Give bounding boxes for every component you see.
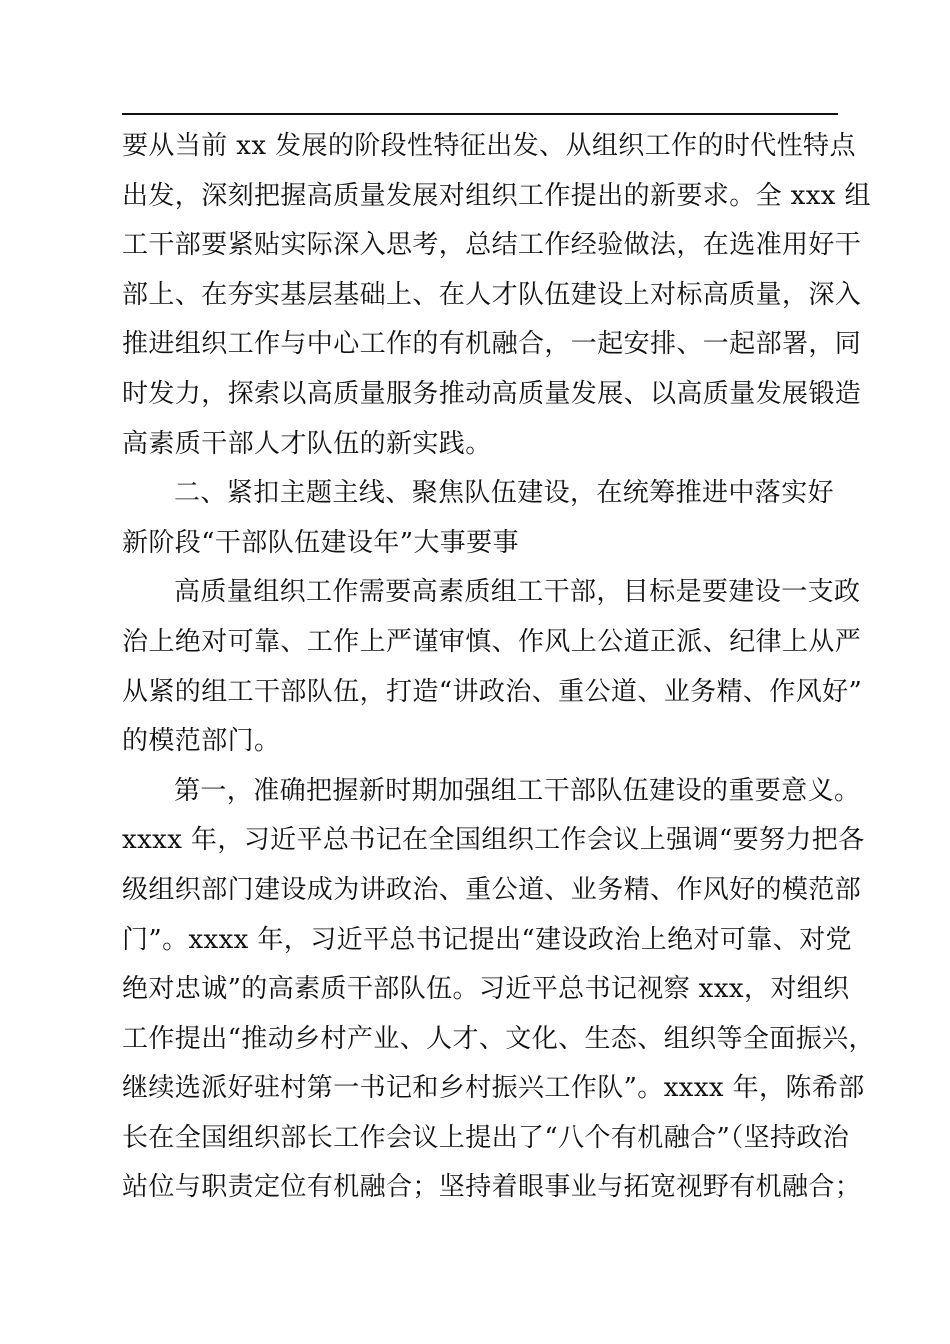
text-line: 第一，准确把握新时期加强组工干部队伍建设的重要意义。 [174,775,861,806]
text-line: 要从当前 xx 发展的阶段性特征出发、从组织工作的时代性特点 [122,131,856,161]
text-line: 工干部要紧贴实际深入思考，总结工作经验做法，在选准用好干 [122,230,862,261]
text-line: 高质量组织工作需要高素质组工干部，目标是要建设一支政 [174,577,861,608]
text-line: 从紧的组工干部队伍，打造“讲政治、重公道、业务精、作风好” [122,676,863,707]
text-line: 长在全国组织部长工作会议上提出了“八个有机融合”（坚持政治 [122,1122,850,1153]
text-line: 治上绝对可靠、工作上严谨审慎、作风上公道正派、纪律上从严 [122,626,862,657]
header-rule [122,113,838,115]
text-line: 级组织部门建设成为讲政治、重公道、业务精、作风好的模范部 [122,874,862,905]
text-line: 新阶段“干部队伍建设年”大事要事 [122,527,519,558]
text-line: 二、紧扣主题主线、聚焦队伍建设，在统筹推进中落实好 [174,478,835,509]
body-text [122,122,875,1213]
text-line: xxxx 年，习近平总书记在全国组织工作会议上强调“要努力把各 [122,825,865,856]
text-line: 工作提出“推动乡村产业、人才、文化、生态、组织等全面振兴， [122,1023,875,1054]
text-line: 的模范部门。 [122,726,281,757]
text-line: 出发，深刻把握高质量发展对组织工作提出的新要求。全 xxx 组 [122,180,871,211]
text-line: 继续选派好驻村第一书记和乡村振兴工作队”。xxxx 年，陈希部 [122,1073,865,1104]
text-line: 部上、在夯实基层基础上、在人才队伍建设上对标高质量，深入 [122,279,862,310]
text-line: 门”。xxxx 年，习近平总书记提出“建设政治上绝对可靠、对党 [122,924,852,955]
text-line: 站位与职责定位有机融合；坚持着眼事业与拓宽视野有机融合； [122,1172,862,1203]
text-line: 时发力，探索以高质量服务推动高质量发展、以高质量发展锻造 [122,378,862,409]
text-line: 推进组织工作与中心工作的有机融合，一起安排、一起部署，同 [122,329,862,360]
text-line: 绝对忠诚”的高素质干部队伍。习近平总书记视察 xxx，对组织 [122,974,850,1005]
text-line: 高素质干部人才队伍的新实践。 [122,428,492,459]
